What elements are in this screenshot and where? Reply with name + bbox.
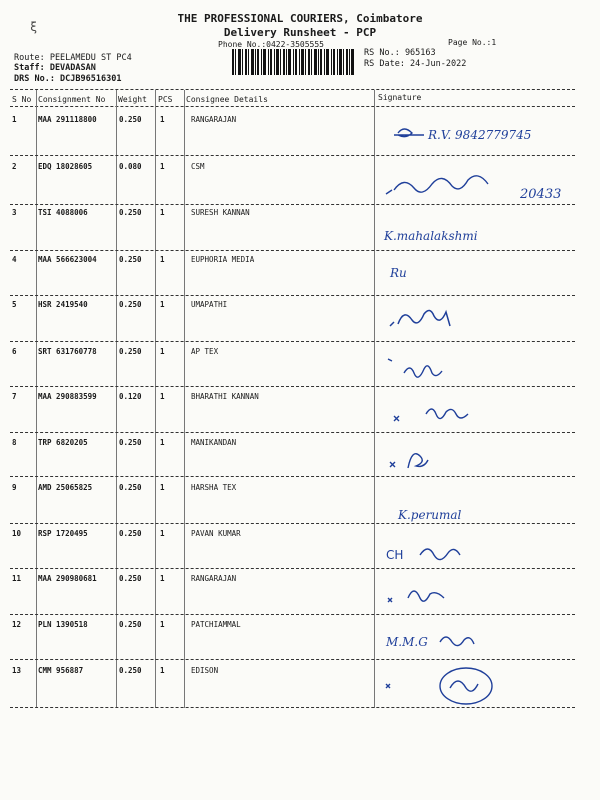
row-consignment: AMD 25065825 bbox=[38, 483, 93, 492]
row-consignee: MANIKANDAN bbox=[191, 438, 237, 447]
row-sno: 2 bbox=[12, 162, 17, 171]
row-consignee: RANGARAJAN bbox=[191, 115, 237, 124]
row-divider bbox=[10, 250, 575, 251]
row-pcs: 1 bbox=[160, 438, 165, 447]
col-header-signature: Signature bbox=[378, 93, 422, 102]
signature-image bbox=[380, 440, 570, 484]
row-pcs: 1 bbox=[160, 300, 165, 309]
corner-mark: ξ bbox=[30, 20, 38, 34]
row-weight: 0.080 bbox=[119, 162, 142, 171]
row-weight: 0.250 bbox=[119, 620, 142, 629]
table-row bbox=[0, 345, 600, 391]
row-divider bbox=[10, 341, 575, 342]
row-consignee: BHARATHI KANNAN bbox=[191, 392, 259, 401]
row-consignee: PAVAN KUMAR bbox=[191, 529, 241, 538]
row-consignment: SRT 631760778 bbox=[38, 347, 97, 356]
row-divider bbox=[10, 432, 575, 433]
row-sno: 5 bbox=[12, 300, 17, 309]
row-pcs: 1 bbox=[160, 666, 165, 675]
row-weight: 0.250 bbox=[119, 483, 142, 492]
row-sno: 11 bbox=[12, 574, 22, 583]
table-row bbox=[0, 160, 600, 206]
rs-date: RS Date: 24-Jun-2022 bbox=[364, 59, 467, 69]
row-divider bbox=[10, 204, 575, 205]
row-pcs: 1 bbox=[160, 208, 165, 217]
signature-text: CH bbox=[386, 548, 404, 562]
signature-image bbox=[380, 164, 570, 208]
row-consignee: AP TEX bbox=[191, 347, 219, 356]
table-row bbox=[0, 527, 600, 573]
row-sno: 1 bbox=[12, 115, 17, 124]
table-row bbox=[0, 390, 600, 436]
row-weight: 0.250 bbox=[119, 574, 142, 583]
row-consignment: MAA 566623004 bbox=[38, 255, 97, 264]
row-consignee: HARSHA TEX bbox=[191, 483, 237, 492]
document-subtitle: Delivery Runsheet - PCP bbox=[223, 26, 377, 39]
row-pcs: 1 bbox=[160, 347, 165, 356]
barcode bbox=[232, 49, 354, 75]
row-weight: 0.250 bbox=[119, 347, 142, 356]
row-sno: 3 bbox=[12, 208, 17, 217]
row-weight: 0.250 bbox=[119, 208, 142, 217]
table-row bbox=[0, 206, 600, 252]
row-pcs: 1 bbox=[160, 255, 165, 264]
table-row bbox=[0, 618, 600, 664]
row-weight: 0.120 bbox=[119, 392, 142, 401]
col-header-sno: S No bbox=[12, 95, 32, 104]
signature-image bbox=[380, 121, 570, 165]
row-consignee: SURESH KANNAN bbox=[191, 208, 250, 217]
row-consignment: HSR 2419540 bbox=[38, 300, 88, 309]
company-title: THE PROFESSIONAL COURIERS, Coimbatore bbox=[177, 12, 423, 25]
row-pcs: 1 bbox=[160, 162, 165, 171]
row-consignee: RANGARAJAN bbox=[191, 574, 237, 583]
row-weight: 0.250 bbox=[119, 529, 142, 538]
signature-text: K.mahalakshmi bbox=[384, 229, 478, 243]
divider bbox=[10, 106, 575, 107]
row-consignee: CSM bbox=[191, 162, 205, 171]
row-sno: 12 bbox=[12, 620, 22, 629]
row-divider bbox=[10, 614, 575, 615]
row-divider bbox=[10, 476, 575, 477]
rs-number: RS No.: 965163 bbox=[364, 48, 436, 58]
row-pcs: 1 bbox=[160, 115, 165, 124]
row-consignment: TRP 6820205 bbox=[38, 438, 88, 447]
row-consignee: PATCHIAMMAL bbox=[191, 620, 241, 629]
row-consignment: RSP 1720495 bbox=[38, 529, 88, 538]
page-number: Page No.:1 bbox=[448, 38, 497, 47]
divider bbox=[10, 89, 575, 90]
col-header-consignee: Consignee Details bbox=[186, 95, 268, 104]
row-consignee: EDISON bbox=[191, 666, 219, 675]
row-consignee: EUPHORIA MEDIA bbox=[191, 255, 255, 264]
row-weight: 0.250 bbox=[119, 115, 142, 124]
row-sno: 10 bbox=[12, 529, 22, 538]
row-weight: 0.250 bbox=[119, 438, 142, 447]
phone-number: Phone No.:0422-3505555 bbox=[218, 40, 324, 49]
row-weight: 0.250 bbox=[119, 666, 142, 675]
signature-text: Ru bbox=[390, 266, 407, 280]
row-pcs: 1 bbox=[160, 483, 165, 492]
drs-number: DRS No.: DCJB96516301 bbox=[14, 74, 122, 84]
table-row bbox=[0, 664, 600, 710]
row-sno: 9 bbox=[12, 483, 17, 492]
signature-image bbox=[380, 533, 570, 577]
row-consignee: UMAPATHI bbox=[191, 300, 228, 309]
signature-text: R.V. 9842779745 bbox=[428, 128, 532, 142]
row-divider bbox=[10, 707, 575, 708]
col-header-weight: Weight bbox=[118, 95, 147, 104]
table-row bbox=[0, 572, 600, 618]
row-sno: 7 bbox=[12, 392, 17, 401]
route-info: Route: PEELAMEDU ST PC4 bbox=[14, 53, 132, 63]
row-divider bbox=[10, 155, 575, 156]
row-divider bbox=[10, 523, 575, 524]
row-pcs: 1 bbox=[160, 529, 165, 538]
col-header-pcs: PCS bbox=[158, 95, 173, 104]
signature-image bbox=[380, 664, 570, 708]
row-pcs: 1 bbox=[160, 392, 165, 401]
row-consignment: CMM 956887 bbox=[38, 666, 84, 675]
row-divider bbox=[10, 386, 575, 387]
row-divider bbox=[10, 659, 575, 660]
row-sno: 13 bbox=[12, 666, 22, 675]
signature-image bbox=[380, 300, 570, 344]
row-consignment: MAA 291118800 bbox=[38, 115, 97, 124]
staff-info: Staff: DEVADASAN bbox=[14, 63, 96, 73]
row-sno: 4 bbox=[12, 255, 17, 264]
col-header-consignment: Consignment No bbox=[38, 95, 106, 104]
signature-text: 20433 bbox=[520, 187, 562, 202]
row-consignment: TSI 4088006 bbox=[38, 208, 88, 217]
signature-text: M.M.G bbox=[386, 635, 428, 649]
table-row bbox=[0, 481, 600, 527]
row-consignment: MAA 290883599 bbox=[38, 392, 97, 401]
row-sno: 6 bbox=[12, 347, 17, 356]
signature-text: K.perumal bbox=[398, 508, 462, 522]
row-divider bbox=[10, 295, 575, 296]
table-row bbox=[0, 113, 600, 159]
table-row bbox=[0, 298, 600, 344]
row-consignment: EDQ 18028605 bbox=[38, 162, 93, 171]
row-pcs: 1 bbox=[160, 620, 165, 629]
signature-image bbox=[380, 351, 570, 395]
row-consignment: PLN 1390518 bbox=[38, 620, 88, 629]
row-weight: 0.250 bbox=[119, 300, 142, 309]
row-pcs: 1 bbox=[160, 574, 165, 583]
row-divider bbox=[10, 568, 575, 569]
row-weight: 0.250 bbox=[119, 255, 142, 264]
table-row bbox=[0, 253, 600, 299]
row-sno: 8 bbox=[12, 438, 17, 447]
signature-image bbox=[380, 620, 570, 664]
row-consignment: MAA 290980681 bbox=[38, 574, 97, 583]
